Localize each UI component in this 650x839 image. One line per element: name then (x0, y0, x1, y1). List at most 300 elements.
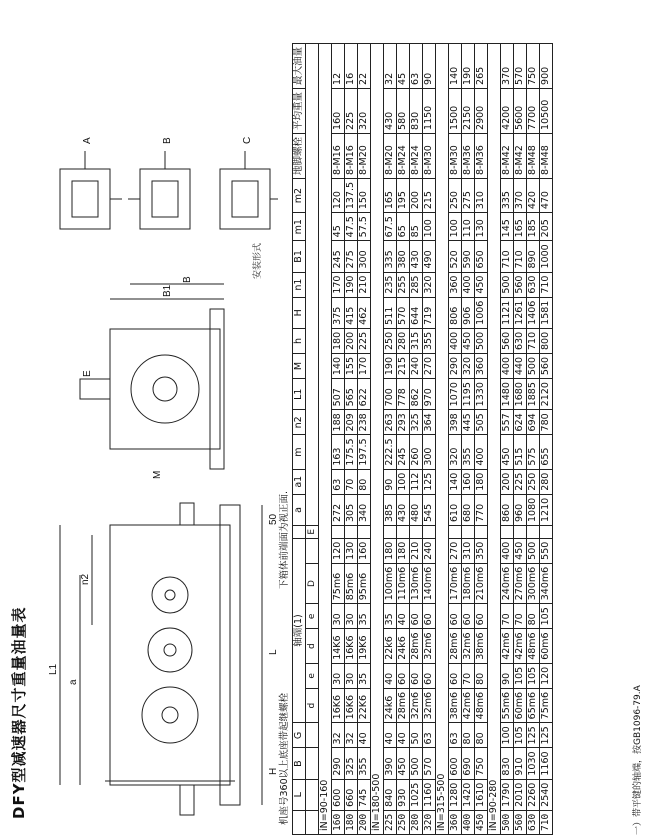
table-cell: 300m6 (527, 563, 540, 603)
table-cell: 137.5 (345, 178, 358, 212)
gear-circle-3 (152, 577, 188, 613)
table-cell: 400 (449, 328, 462, 353)
table-cell: 280 (540, 469, 553, 494)
table-cell: 150 (358, 178, 371, 212)
table-cell: 8-M16 (332, 133, 345, 178)
table-cell: 215 (423, 178, 436, 212)
table-cell: 806 (449, 297, 462, 328)
row-size-cell: 630 (527, 810, 540, 834)
end-housing (110, 329, 220, 449)
table-cell: 1195 (462, 379, 475, 410)
table-cell: 12 (332, 43, 345, 88)
table-cell (345, 525, 358, 538)
table-cell: 355 (462, 435, 475, 469)
table-cell: 240m6 (501, 563, 514, 603)
table-cell: 16K6 (345, 688, 358, 722)
table-cell: 350 (475, 538, 488, 563)
dim-B: B (182, 276, 193, 283)
table-cell: 175.5 (345, 435, 358, 469)
dim-50: 50 (268, 513, 279, 525)
table-cell: 360 (475, 353, 488, 378)
dim-n2: n2 (80, 573, 91, 585)
table-cell: 630 (514, 328, 527, 353)
table-cell: 270m6 (514, 563, 527, 603)
table-cell: 60m6 (514, 688, 527, 722)
table-cell (449, 525, 462, 538)
row-size-cell: 200 (358, 810, 371, 834)
table-cell: 140 (332, 353, 345, 378)
row-size-cell: 320 (423, 810, 436, 834)
table-cell: 320 (358, 88, 371, 133)
table-cell: 57.5 (358, 213, 371, 241)
table-cell: 565 (345, 379, 358, 410)
table-cell: 140 (449, 469, 462, 494)
table-cell: 70 (345, 469, 358, 494)
table-cell: 610 (449, 494, 462, 525)
table-cell: 1406 (527, 297, 540, 328)
table-cell: 222.5 (384, 435, 397, 469)
table-cell: 32 (345, 723, 358, 748)
table-cell: 270 (449, 538, 462, 563)
table-cell: 28m6 (410, 629, 423, 663)
table-cell: 800 (540, 328, 553, 353)
table-cell: 30 (332, 604, 345, 629)
table-cell: 400 (501, 538, 514, 563)
table-cell: 160 (332, 88, 345, 133)
table-cell: 16K6 (345, 629, 358, 663)
row-size-cell: 500 (501, 810, 514, 834)
table-cell: 200 (410, 178, 423, 212)
table-cell: 370 (501, 43, 514, 88)
footnote: 一）带平键的轴端，按GB1096-79.A (633, 685, 643, 835)
row-size-cell: 250 (397, 810, 410, 834)
table-cell: 462 (358, 297, 371, 328)
table-cell: 275 (345, 241, 358, 272)
table-cell: 500 (527, 538, 540, 563)
table-cell: 60m6 (540, 629, 553, 663)
table-cell: 50 (410, 723, 423, 748)
table-cell: 238 (358, 410, 371, 435)
table-cell: 320 (462, 353, 475, 378)
table-cell: 780 (540, 410, 553, 435)
table-row (384, 43, 397, 834)
table-cell: 1680 (514, 379, 527, 410)
table-cell: 7700 (527, 88, 540, 133)
table-cell: 90 (423, 43, 436, 88)
table-body (319, 43, 553, 834)
table-cell: 900 (540, 43, 553, 88)
table-cell: 710 (527, 328, 540, 353)
table-cell: 690 (462, 748, 475, 779)
table-cell: 270 (423, 353, 436, 378)
table-cell: 355 (358, 748, 371, 779)
col-L1: L1 (293, 379, 306, 410)
table-cell: 55m6 (501, 688, 514, 722)
table-cell (397, 525, 410, 538)
table-cell: 125 (540, 723, 553, 748)
table-row (397, 43, 410, 834)
section-label-row (436, 43, 449, 834)
gearbox-side-drawing (30, 495, 300, 825)
table-cell: 1000 (540, 241, 553, 272)
table-cell: 155 (345, 353, 358, 378)
col-B: B (293, 748, 306, 779)
table-cell: 660 (345, 779, 358, 810)
table-cell: 750 (475, 748, 488, 779)
table-cell (514, 525, 527, 538)
dim-L: L (268, 649, 279, 655)
table-row (540, 43, 553, 834)
table-cell: 445 (462, 410, 475, 435)
dim-E: E (82, 370, 93, 377)
table-cell: 210m6 (475, 563, 488, 603)
table-cell: 450 (462, 328, 475, 353)
table-cell: 1160 (423, 779, 436, 810)
table-cell: 32m6 (423, 629, 436, 663)
table-cell: 210 (358, 272, 371, 297)
table-cell: 8-M20 (384, 133, 397, 178)
table-cell: 60 (449, 604, 462, 629)
table-cell (423, 525, 436, 538)
col-a: a (293, 494, 306, 525)
col-m2: m2 (293, 178, 306, 212)
table-cell: 830 (410, 88, 423, 133)
table-cell: 22 (358, 43, 371, 88)
table-cell: 1006 (475, 297, 488, 328)
table-cell: 390 (384, 748, 397, 779)
table-cell: 560 (501, 328, 514, 353)
table-cell: 8-M48 (540, 133, 553, 178)
table-cell: 265 (475, 43, 488, 88)
table-cell: 24k6 (397, 629, 410, 663)
table-cell: 293 (397, 410, 410, 435)
table-cell: 622 (358, 379, 371, 410)
table-cell: 630 (527, 272, 540, 297)
table-cell: 275 (462, 178, 475, 212)
table-cell: 63 (449, 723, 462, 748)
table-cell: 505 (475, 410, 488, 435)
table-cell: 560 (540, 353, 553, 378)
table-row (475, 43, 488, 834)
row-size-cell: 225 (384, 810, 397, 834)
table-cell: 28m6 (397, 688, 410, 722)
section-label: iN=90-160 (319, 43, 332, 834)
row-size-cell: 180 (345, 810, 358, 834)
table-row (501, 43, 514, 834)
table-cell: 1070 (449, 379, 462, 410)
table-row (332, 43, 345, 834)
table-cell: 19K6 (358, 629, 371, 663)
table-cell: 60 (462, 604, 475, 629)
subheader-row: d e d e D E (306, 43, 319, 834)
table-cell: 745 (358, 779, 371, 810)
base-note: 机座号360以上底座带起继螺栓 (279, 692, 290, 825)
table-cell: 120 (332, 538, 345, 563)
table-cell: 100m6 (384, 563, 397, 603)
table-cell: 450 (475, 272, 488, 297)
table-cell: 500 (527, 353, 540, 378)
table-cell: 95m6 (358, 563, 371, 603)
table-cell: 165 (514, 213, 527, 241)
table-cell: 600 (332, 779, 345, 810)
table-cell: 35 (358, 604, 371, 629)
table-cell: 355 (423, 328, 436, 353)
table-cell: 420 (527, 178, 540, 212)
table-cell: 710 (540, 272, 553, 297)
table-cell: 80 (475, 663, 488, 688)
table-cell: 862 (410, 379, 423, 410)
table-cell: 325 (410, 410, 423, 435)
table-cell: 188 (332, 410, 345, 435)
table-cell: 400 (501, 353, 514, 378)
table-cell: 320 (449, 435, 462, 469)
dim-a: a (68, 679, 79, 685)
dim-M: M (152, 470, 163, 479)
table-cell: 48m6 (527, 629, 540, 663)
table-cell: 185 (527, 213, 540, 241)
table-cell: 1150 (423, 88, 436, 133)
table-cell: 60 (423, 663, 436, 688)
table-cell: 80 (358, 469, 371, 494)
table-cell: 240 (423, 538, 436, 563)
table-cell: 145 (501, 213, 514, 241)
table-cell: 1261 (514, 297, 527, 328)
table-cell: 590 (462, 241, 475, 272)
table-cell: 325 (345, 748, 358, 779)
table-cell: 290 (332, 748, 345, 779)
table-cell: 680 (462, 494, 475, 525)
table-cell: 300 (358, 241, 371, 272)
table-row (514, 43, 527, 834)
table-row (345, 43, 358, 834)
col-bolts: 地脚螺栓 (293, 133, 306, 178)
mount-label-a: A (82, 137, 93, 144)
col-m: m (293, 435, 306, 469)
table-cell: 140m6 (423, 563, 436, 603)
table-cell: 60 (410, 663, 423, 688)
table-cell: 1790 (501, 779, 514, 810)
table-cell: 240 (410, 353, 423, 378)
mount-forms-title: 安装形式 (253, 242, 263, 279)
section-label-row (319, 43, 332, 834)
gear-circle-2 (148, 628, 192, 672)
table-cell: 272 (332, 494, 345, 525)
table-cell: 570 (423, 748, 436, 779)
row-size-cell: 710 (540, 810, 553, 834)
table-cell: 398 (449, 410, 462, 435)
table-cell: 125 (527, 723, 540, 748)
table-cell (332, 525, 345, 538)
row-size-cell: 160 (332, 810, 345, 834)
table-cell: 105 (540, 604, 553, 629)
table-cell: 5600 (514, 88, 527, 133)
table-cell: 8-M48 (527, 133, 540, 178)
table-cell: 545 (423, 494, 436, 525)
table-cell: 450 (514, 538, 527, 563)
col-size (293, 810, 306, 834)
table-cell: 42m6 (501, 629, 514, 663)
table-cell: 1885 (527, 379, 540, 410)
col-E (293, 525, 306, 538)
table-cell: 370 (514, 178, 527, 212)
table-cell: 778 (397, 379, 410, 410)
col-h: h (293, 328, 306, 353)
table-cell: 250 (384, 328, 397, 353)
table-cell: 100 (501, 723, 514, 748)
table-cell (462, 525, 475, 538)
table-cell: 906 (462, 297, 475, 328)
table-cell (410, 525, 423, 538)
table-cell: 770 (475, 494, 488, 525)
table-cell: 40 (397, 723, 410, 748)
table-cell: 130 (345, 538, 358, 563)
table-cell: 14K6 (332, 629, 345, 663)
table-cell: 180 (475, 469, 488, 494)
table-cell: 2260 (527, 779, 540, 810)
table-cell: 580 (397, 88, 410, 133)
table-cell: 320 (423, 272, 436, 297)
table-cell: 45 (332, 213, 345, 241)
table-cell: 290 (449, 353, 462, 378)
table-cell: 340 (358, 494, 371, 525)
table-cell: 570 (514, 43, 527, 88)
table-cell: 180 (332, 328, 345, 353)
dim-B1: B1 (162, 284, 173, 297)
table-cell: 1280 (449, 779, 462, 810)
table-cell: 85 (410, 213, 423, 241)
table-cell: 400 (462, 272, 475, 297)
table-cell: 35 (384, 604, 397, 629)
table-cell: 1210 (540, 494, 553, 525)
view-note: 下箱体前端面为视正面. (279, 490, 290, 589)
table-cell: 40 (358, 723, 371, 748)
table-cell: 340m6 (540, 563, 553, 603)
dim-L1: L1 (48, 663, 59, 675)
table-cell: 63 (332, 469, 345, 494)
col-M: M (293, 353, 306, 378)
page-title: DFY型减速器尺寸重量油量表 (10, 606, 28, 819)
table-cell: 1030 (527, 748, 540, 779)
mount-form-B (128, 151, 190, 229)
table-cell: 960 (514, 494, 527, 525)
table-cell: 250 (527, 469, 540, 494)
table-cell: 310 (462, 538, 475, 563)
table-cell: 1121 (501, 297, 514, 328)
section-label: iN=315-500 (436, 43, 449, 834)
table-cell: 830 (501, 748, 514, 779)
output-shaft (180, 503, 194, 525)
section-label-row (488, 43, 501, 834)
table-cell: 67.5 (384, 213, 397, 241)
table-cell: 507 (332, 379, 345, 410)
col-weight: 平均重量 (293, 88, 306, 133)
table-cell: 170m6 (449, 563, 462, 603)
table-cell: 100 (449, 213, 462, 241)
table-cell: 45 (397, 43, 410, 88)
mount-label-c: C (242, 136, 253, 144)
table-cell: 470 (540, 178, 553, 212)
table-cell: 245 (397, 435, 410, 469)
table-cell: 8-M20 (358, 133, 371, 178)
table-cell (358, 525, 371, 538)
table-cell: 63 (423, 723, 436, 748)
table-cell: 910 (514, 748, 527, 779)
table-cell: 260 (410, 435, 423, 469)
table-cell: 8-M42 (501, 133, 514, 178)
table-cell: 245 (332, 241, 345, 272)
table-cell: 75m6 (332, 563, 345, 603)
section-label: iN=90-280 (488, 43, 501, 834)
table-cell: 30 (345, 663, 358, 688)
table-cell: 250 (449, 178, 462, 212)
table-cell: 180m6 (462, 563, 475, 603)
table-cell: 80 (462, 723, 475, 748)
table-cell: 8-M30 (423, 133, 436, 178)
table-cell: 80 (527, 604, 540, 629)
table-cell: 180 (384, 538, 397, 563)
table-cell: 105 (527, 663, 540, 688)
table-cell: 500 (475, 328, 488, 353)
table-cell: 235 (384, 272, 397, 297)
table-cell: 375 (332, 297, 345, 328)
col-n2: n2 (293, 410, 306, 435)
table-cell: 575 (527, 435, 540, 469)
table-cell: 24k6 (384, 688, 397, 722)
table-cell: 180 (397, 538, 410, 563)
table-cell: 225 (358, 328, 371, 353)
table-cell (527, 525, 540, 538)
table-cell: 430 (397, 494, 410, 525)
col-a1: a1 (293, 469, 306, 494)
table-row (358, 43, 371, 834)
table-cell: 970 (423, 379, 436, 410)
table-cell: 890 (527, 241, 540, 272)
table-cell: 550 (540, 538, 553, 563)
table-cell: 600 (449, 748, 462, 779)
table-cell: 32 (384, 43, 397, 88)
table-cell: 360 (449, 272, 462, 297)
table-cell: 2150 (462, 88, 475, 133)
table-cell: 40 (384, 723, 397, 748)
table-cell: 385 (384, 494, 397, 525)
col-m1: m1 (293, 213, 306, 241)
table-cell: 47.5 (345, 213, 358, 241)
table-cell: 209 (345, 410, 358, 435)
table-cell: 197.5 (358, 435, 371, 469)
table-cell: 560 (514, 272, 527, 297)
table-cell: 70 (514, 604, 527, 629)
table-cell: 125 (423, 469, 436, 494)
table-cell: 700 (384, 379, 397, 410)
table-cell: 190 (345, 272, 358, 297)
table-cell: 1581 (540, 297, 553, 328)
table-cell: 1025 (410, 779, 423, 810)
table-cell: 430 (384, 88, 397, 133)
table-cell: 2010 (514, 779, 527, 810)
table-cell (501, 525, 514, 538)
table-cell: 450 (501, 435, 514, 469)
table-cell: 210 (410, 538, 423, 563)
section-label-row (371, 43, 384, 834)
table-cell: 60 (449, 663, 462, 688)
table-cell: 16K6 (332, 688, 345, 722)
table-cell: 310 (475, 178, 488, 212)
table-cell: 42m6 (514, 629, 527, 663)
table-cell: 2900 (475, 88, 488, 133)
table-cell: 130 (475, 213, 488, 241)
table-cell: 710 (501, 241, 514, 272)
table-cell: 60 (475, 604, 488, 629)
